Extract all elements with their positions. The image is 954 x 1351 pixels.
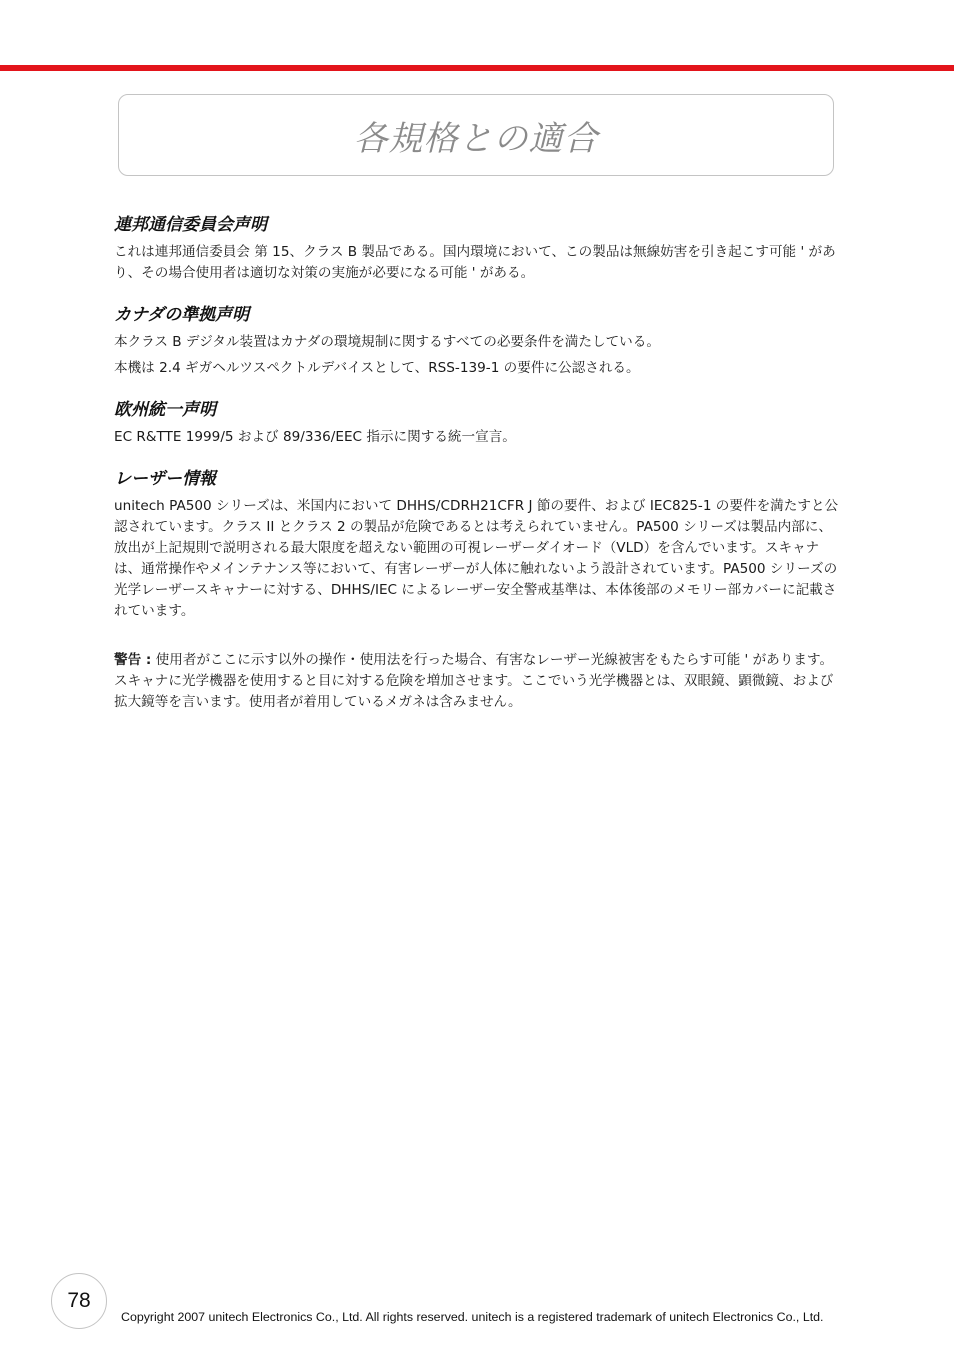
main-content (114, 214, 842, 727)
top-accent-bar (0, 65, 954, 71)
section-paragraph: EC R&TTE 1999/5 および 89/336/EEC 指示に関する統一宣言。 (114, 429, 516, 445)
section-paragraph: 本クラス B デジタル装置はカナダの環境規制に関するすべての必要条件を満たしている。 (114, 334, 660, 350)
section-canada (114, 304, 842, 379)
page-title: 各規格との適合 (353, 118, 599, 159)
section-laser (114, 468, 842, 622)
warning-note (114, 650, 842, 713)
section-paragraph: unitech PA500 シリーズは、米国内において DHHS/CDRH21CFR J 節の要件、および IEC825-1 の要件を満たすと公認されています。クラス II とクラス 2 の製品が危険であるとは考えられていません。PA500 シリーズは製品内部に、放出が上記規則で説明される最大限度を超えない範囲の可視レーザーダイオード（VLD）を含んでいます。スキャナは、通常操作やメインテナンス等において、有害レーザーが人体に触れないよう設計されています。PA500 シリーズの光学レーザースキャナーに対する、DHHS/IEC によるレーザー安全警戒基準は、本体後部のメモリー部カバーに記載されています。 (114, 498, 839, 619)
section-fcc (114, 214, 842, 284)
section-heading-canada: カナダの準拠声明 (114, 305, 250, 325)
section-heading-fcc: 連邦通信委員会声明 (114, 215, 267, 235)
section-paragraph: これは連邦通信委員会 第 15、クラス B 製品である。国内環境において、この製品は無線妨害を引き起こす可能 ' があり、その場合使用者は適切な対策の実施が必要になる可能 ' がある。 (114, 244, 836, 281)
page-number: 78 (67, 1289, 91, 1312)
title-box (118, 94, 834, 176)
section-europe (114, 399, 842, 448)
section-heading-europe: 欧州統一声明 (114, 400, 216, 420)
warning-label: 警告 : (114, 652, 152, 668)
section-heading-laser: レーザー情報 (114, 469, 216, 489)
page-number-badge (51, 1273, 107, 1329)
warning-text: 使用者がここに示す以外の操作・使用法を行った場合、有害なレーザー光線被害をもたらす可能 ' があります。スキャナに光学機器を使用すると目に対する危険を増加させます。ここでいう光学機器とは、双眼鏡、顕微鏡、および拡大鏡等を言います。使用者が着用しているメガネは含みません。 (114, 652, 834, 710)
copyright-footer: Copyright 2007 unitech Electronics Co., Ltd. All rights reserved. unitech is a registered trademark of unitech Electronics Co., Ltd. (121, 1310, 824, 1324)
section-paragraph: 本機は 2.4 ギガヘルツスペクトルデバイスとして、RSS-139-1 の要件に公認される。 (114, 360, 640, 376)
